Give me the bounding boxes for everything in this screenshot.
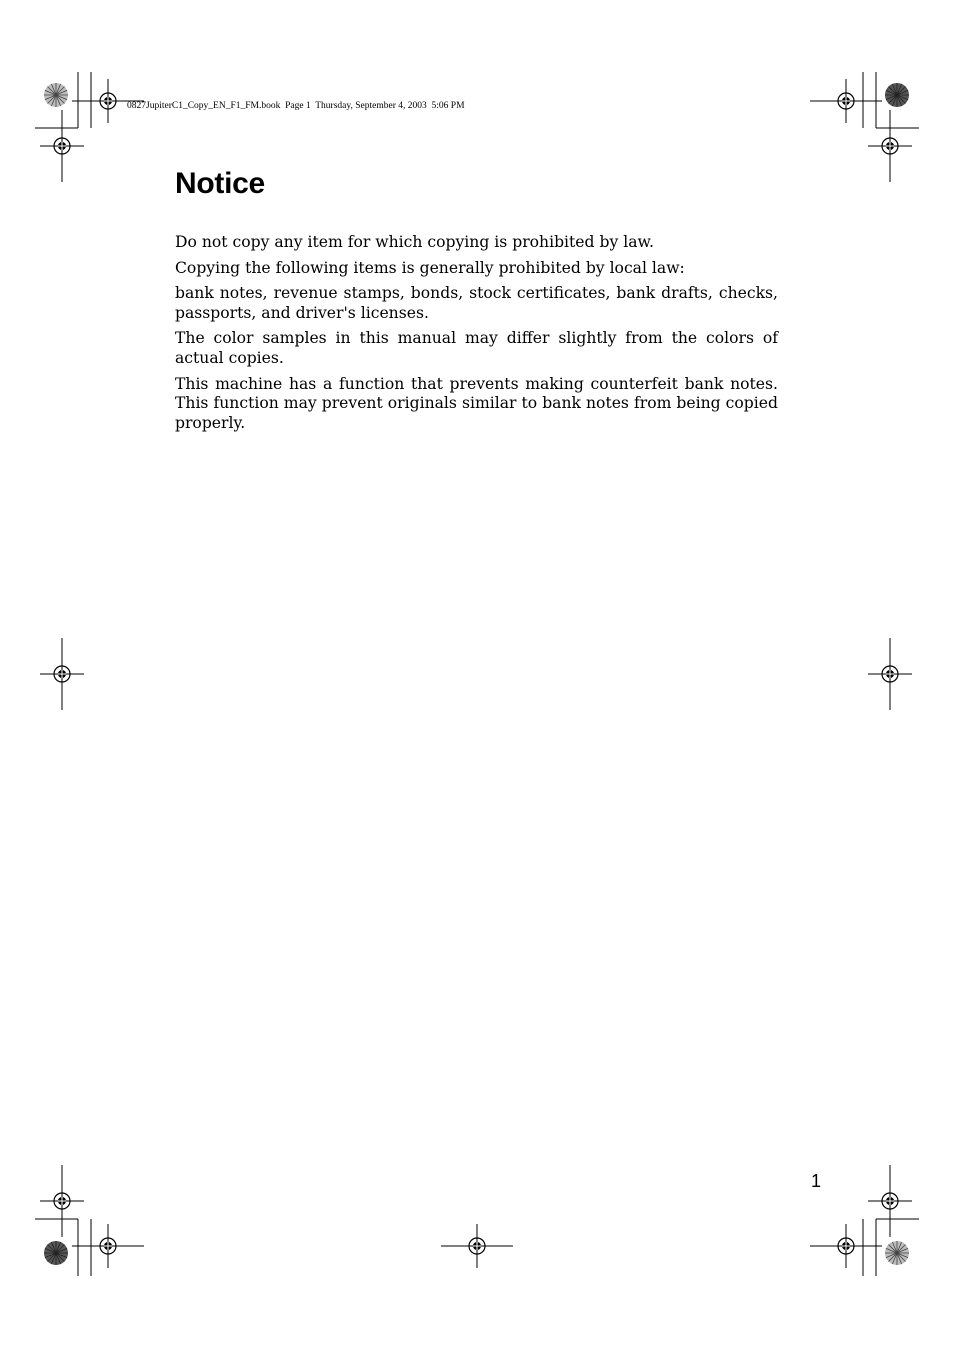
notice-body bbox=[175, 233, 778, 439]
page-number: 1 bbox=[811, 1171, 822, 1191]
file-slug: 0827JupiterC1_Copy_EN_F1_FM.book Page 1 Thursday, September 4, 2003 5:06 PM bbox=[127, 101, 465, 111]
registration-mark-icon bbox=[441, 1224, 513, 1268]
paragraph: The color samples in this manual may differ slightly from the colors of actual copies. bbox=[175, 329, 778, 367]
color-bar-icon bbox=[885, 1241, 909, 1265]
paragraph: This machine has a function that prevents making counterfeit bank notes. This function may prevent originals similar to bank notes from being copied properly. bbox=[175, 374, 778, 432]
registration-mark-icon bbox=[810, 1224, 882, 1268]
color-bar-icon bbox=[44, 1241, 68, 1265]
registration-mark-icon bbox=[868, 1165, 912, 1237]
registration-mark-icon bbox=[40, 638, 84, 710]
registration-mark-icon bbox=[72, 1224, 144, 1268]
color-bar-icon bbox=[885, 83, 909, 107]
registration-mark-icon bbox=[810, 79, 882, 123]
registration-mark-icon bbox=[868, 638, 912, 710]
paragraph: Copying the following items is generally prohibited by local law: bbox=[175, 258, 685, 277]
registration-mark-icon bbox=[40, 1165, 84, 1237]
paragraph: Do not copy any item for which copying is prohibited by law. bbox=[175, 233, 654, 251]
registration-mark-icon bbox=[868, 110, 912, 182]
registration-mark-icon bbox=[40, 110, 84, 182]
paragraph: bank notes, revenue stamps, bonds, stock certificates, bank drafts, checks, passports, and driver's licenses. bbox=[175, 284, 778, 322]
color-bar-icon bbox=[44, 83, 68, 107]
page-title: Notice bbox=[175, 167, 265, 200]
